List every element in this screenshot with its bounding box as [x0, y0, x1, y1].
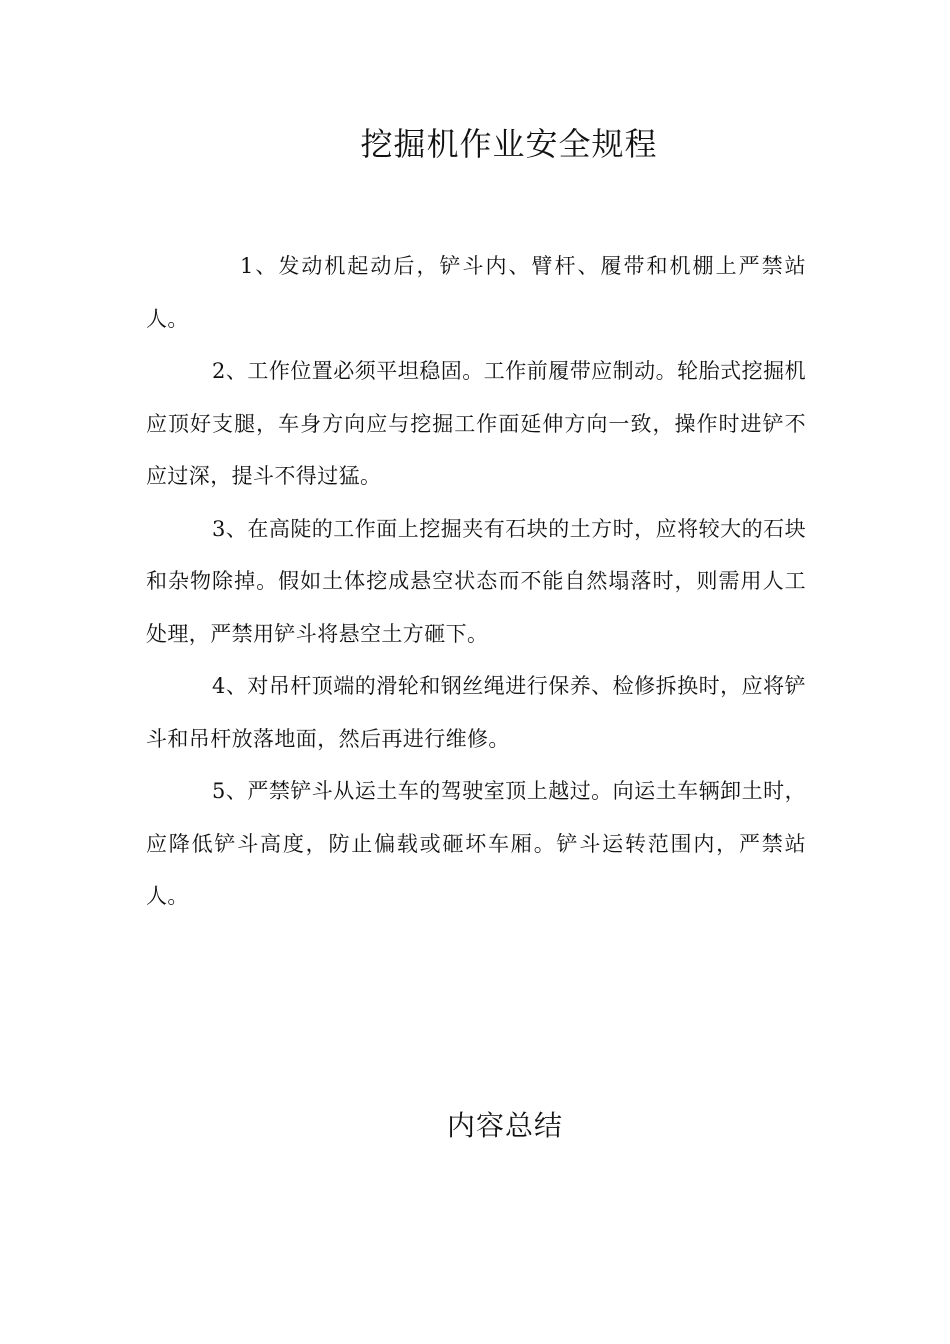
rule-paragraph-2: 2、工作位置必须平坦稳固。工作前履带应制动。轮胎式挖掘机应顶好支腿，车身方向应与挖掘工作面延伸方向一致，操作时进铲不应过深，提斗不得过猛。 — [146, 359, 806, 488]
rule-paragraph-5: 5、严禁铲斗从运土车的驾驶室顶上越过。向运土车辆卸土时，应降低铲斗高度，防止偏载或砸坏车厢。铲斗运转范围内，严禁站人。 — [146, 779, 806, 908]
document-body — [146, 240, 806, 923]
document-title: 挖掘机作业安全规程 — [360, 125, 658, 163]
summary-heading: 内容总结 — [446, 1109, 563, 1142]
rule-paragraph-1: 1、发动机起动后，铲斗内、臂杆、履带和机棚上严禁站人。 — [146, 254, 806, 331]
rule-paragraph-3: 3、在高陡的工作面上挖掘夹有石块的土方时，应将较大的石块和杂物除掉。假如土体挖成悬空状态而不能自然塌落时，则需用人工处理，严禁用铲斗将悬空土方砸下。 — [146, 516, 806, 646]
rule-paragraph-4: 4、对吊杆顶端的滑轮和钢丝绳进行保养、检修拆换时，应将铲斗和吊杆放落地面，然后再进行维修。 — [146, 674, 806, 751]
